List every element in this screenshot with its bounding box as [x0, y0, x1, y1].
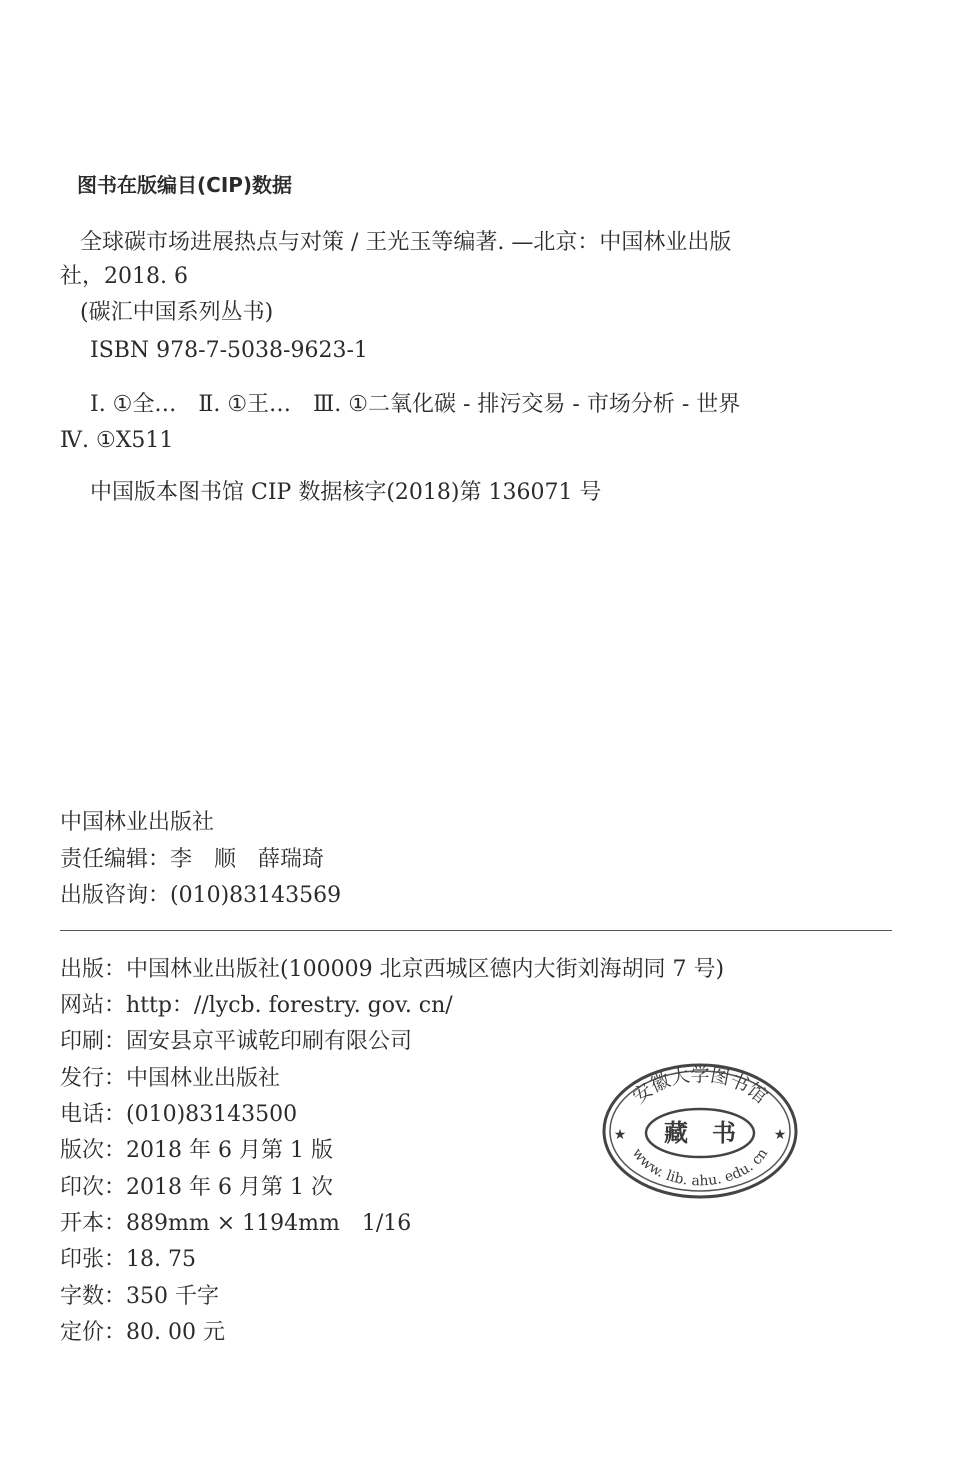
colophon-sheets: 印张：18. 75: [60, 1247, 196, 1272]
colophon-price: 定价：80. 00 元: [60, 1320, 225, 1345]
colophon-impression: 印次：2018 年 6 月第 1 次: [60, 1175, 333, 1200]
publisher-name: 中国林业出版社: [60, 810, 215, 835]
colophon-format: 开本：889mm × 1194mm 1/16: [60, 1211, 412, 1236]
colophon-distribute: 发行：中国林业出版社: [60, 1066, 281, 1091]
stamp-center-text: 藏 书: [664, 1118, 736, 1147]
cip-title-line2: 社，2018. 6: [60, 264, 188, 289]
cip-subject-line1: Ⅰ. ①全… Ⅱ. ①王… Ⅲ. ①二氧化碳 - 排污交易 - 市场分析 - 世界: [90, 392, 741, 417]
stamp-top-text: 安徽大学图书馆: [628, 1064, 772, 1109]
colophon-words: 字数：350 千字: [60, 1284, 219, 1309]
stamp-bottom-text: www. lib. ahu. edu. cn: [628, 1145, 772, 1190]
stamp-star-right-icon: ★: [773, 1127, 787, 1143]
cip-series: (碳汇中国系列丛书): [80, 300, 274, 325]
cip-subject-line2: Ⅳ. ①X511: [60, 428, 174, 453]
colophon-publish: 出版：中国林业出版社(100009 北京西城区德内大街刘海胡同 7 号): [60, 957, 725, 982]
library-stamp-graphic: [600, 1055, 800, 1205]
colophon-phone: 电话：(010)83143500: [60, 1102, 298, 1127]
cip-verify: 中国版本图书馆 CIP 数据核字(2018)第 136071 号: [90, 480, 602, 505]
responsible-editors: 责任编辑：李 顺 薛瑞琦: [60, 847, 325, 872]
separator-line: [60, 930, 892, 931]
cip-heading: 图书在版编目(CIP)数据: [77, 173, 293, 197]
cip-title-line1: 全球碳市场进展热点与对策 / 王光玉等编著. —北京：中国林业出版: [80, 230, 732, 255]
colophon-website: 网站：http：//lycb. forestry. gov. cn/: [60, 993, 453, 1018]
library-stamp: [600, 1055, 800, 1205]
colophon-edition: 版次：2018 年 6 月第 1 版: [60, 1138, 333, 1163]
cip-isbn: ISBN 978-7-5038-9623-1: [90, 338, 368, 363]
stamp-star-left-icon: ★: [613, 1127, 627, 1143]
publishing-consult: 出版咨询：(010)83143569: [60, 883, 342, 908]
colophon-print: 印刷：固安县京平诚乾印刷有限公司: [60, 1029, 413, 1054]
